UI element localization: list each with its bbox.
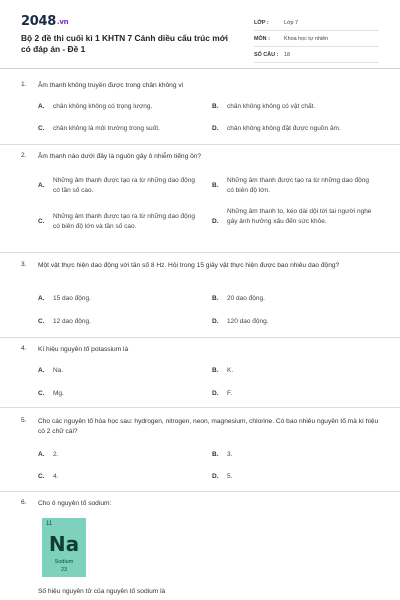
exam-title: Bộ 2 đề thi cuối kì 1 KHTN 7 Cánh diều cấu trúc mới có đáp án - Đề 1 xyxy=(21,33,228,54)
exam-meta xyxy=(254,15,379,63)
option-label: B. xyxy=(212,295,219,302)
element-symbol: Na xyxy=(48,532,80,556)
logo-suffix: .vn xyxy=(56,18,69,26)
option-text: chân không không đặt được nguồn âm. xyxy=(227,125,341,132)
option-text: 120 dao động. xyxy=(227,318,269,325)
question-subtext: Số hiệu nguyên tử của nguyên tố sodium là xyxy=(38,588,166,595)
option-text: chân không là môi trường trong suốt. xyxy=(53,125,160,132)
option-label: D. xyxy=(212,218,219,225)
option-text: Những âm thanh to, kéo dài dội tới tai người nghe gây ảnh hưởng xấu đến sức khỏe. xyxy=(227,208,372,225)
option-label: C. xyxy=(38,390,45,397)
option-label: C. xyxy=(38,125,45,132)
option-text: Những âm thanh được tạo ra từ những dao động có tần số cao. xyxy=(53,177,196,194)
meta-count xyxy=(254,47,379,63)
option-text: Những âm thanh được tạo ra từ những dao động có biên độ lớn. xyxy=(227,177,370,194)
option-text: 2. xyxy=(53,451,59,458)
option-label: A. xyxy=(38,182,45,189)
option-text: 3. xyxy=(227,451,233,458)
option-label: A. xyxy=(38,367,45,374)
option-label: B. xyxy=(212,451,219,458)
meta-grade xyxy=(254,15,379,31)
element-name: Sodium xyxy=(54,559,74,565)
question-number: 3. xyxy=(21,261,27,268)
option-text: 15 dao động. xyxy=(53,295,91,302)
logo-text: 2048 xyxy=(21,14,56,29)
option-text: F. xyxy=(227,390,233,397)
divider xyxy=(0,491,400,492)
question-number: 1. xyxy=(21,81,27,88)
option-label: D. xyxy=(212,125,219,132)
meta-key: LỚP : xyxy=(254,19,269,26)
option-label: A. xyxy=(38,295,45,302)
question-number: 6. xyxy=(21,499,27,506)
question-number: 5. xyxy=(21,417,27,424)
option-text: 12 dao động. xyxy=(53,318,91,325)
option-label: A. xyxy=(38,103,45,110)
option-text: chân không không có trọng lượng. xyxy=(53,103,153,110)
element-tile-sodium xyxy=(42,518,86,577)
meta-value: 18 xyxy=(284,51,290,58)
question-number: 2. xyxy=(21,152,27,159)
option-label: D. xyxy=(212,473,219,480)
option-label: B. xyxy=(212,103,219,110)
option-text: 5. xyxy=(227,473,233,480)
site-logo[interactable] xyxy=(21,14,68,29)
option-text: Những âm thanh được tạo ra từ những dao động có biên độ lớn và tần số cao. xyxy=(53,213,196,230)
divider xyxy=(0,144,400,145)
divider xyxy=(0,407,400,408)
option-label: B. xyxy=(212,367,219,374)
option-label: C. xyxy=(38,473,45,480)
meta-subject xyxy=(254,31,379,47)
option-label: D. xyxy=(212,390,219,397)
divider xyxy=(0,252,400,253)
option-text: chân không không có vật chất. xyxy=(227,103,316,110)
option-label: D. xyxy=(212,318,219,325)
option-text: 20 dao động. xyxy=(227,295,265,302)
option-text: Mg. xyxy=(53,390,64,397)
option-text: 4. xyxy=(53,473,59,480)
option-label: A. xyxy=(38,451,45,458)
option-text: K. xyxy=(227,367,234,374)
option-label: C. xyxy=(38,218,45,225)
question-text: Âm thanh nào dưới đây là nguồn gây ô nhiễm tiếng ồn? xyxy=(38,153,202,160)
option-label: C. xyxy=(38,318,45,325)
meta-key: SỐ CÂU : xyxy=(254,51,279,58)
question-text: Một vật thực hiện dao động với tần số 8 Hz. Hỏi trong 15 giây vật thực hiện được bao nhiêu dao động? xyxy=(38,262,340,269)
page-header xyxy=(0,0,400,69)
meta-key: MÔN : xyxy=(254,35,270,42)
question-text: Kí hiệu nguyên tố potassium là xyxy=(38,346,129,353)
meta-value: Lớp 7 xyxy=(284,19,299,26)
question-text: Âm thanh không truyền được trong chân không vì xyxy=(38,82,184,89)
option-label: B. xyxy=(212,182,219,189)
atomic-number: 11 xyxy=(46,521,53,527)
option-text: Na. xyxy=(53,367,64,374)
question-text: Cho ô nguyên tố sodium: xyxy=(38,500,112,507)
question-text: Cho các nguyên tố hóa học sau: hydrogen, nitrogen, neon, magnesium, chlorine. Có bao nhiêu nguyên tố mà kí hiệu có 2 chữ cái? xyxy=(38,418,379,435)
atomic-mass: 23 xyxy=(60,567,68,573)
meta-value: Khoa học tự nhiên xyxy=(284,35,329,42)
question-number: 4. xyxy=(21,345,27,352)
divider xyxy=(0,337,400,338)
